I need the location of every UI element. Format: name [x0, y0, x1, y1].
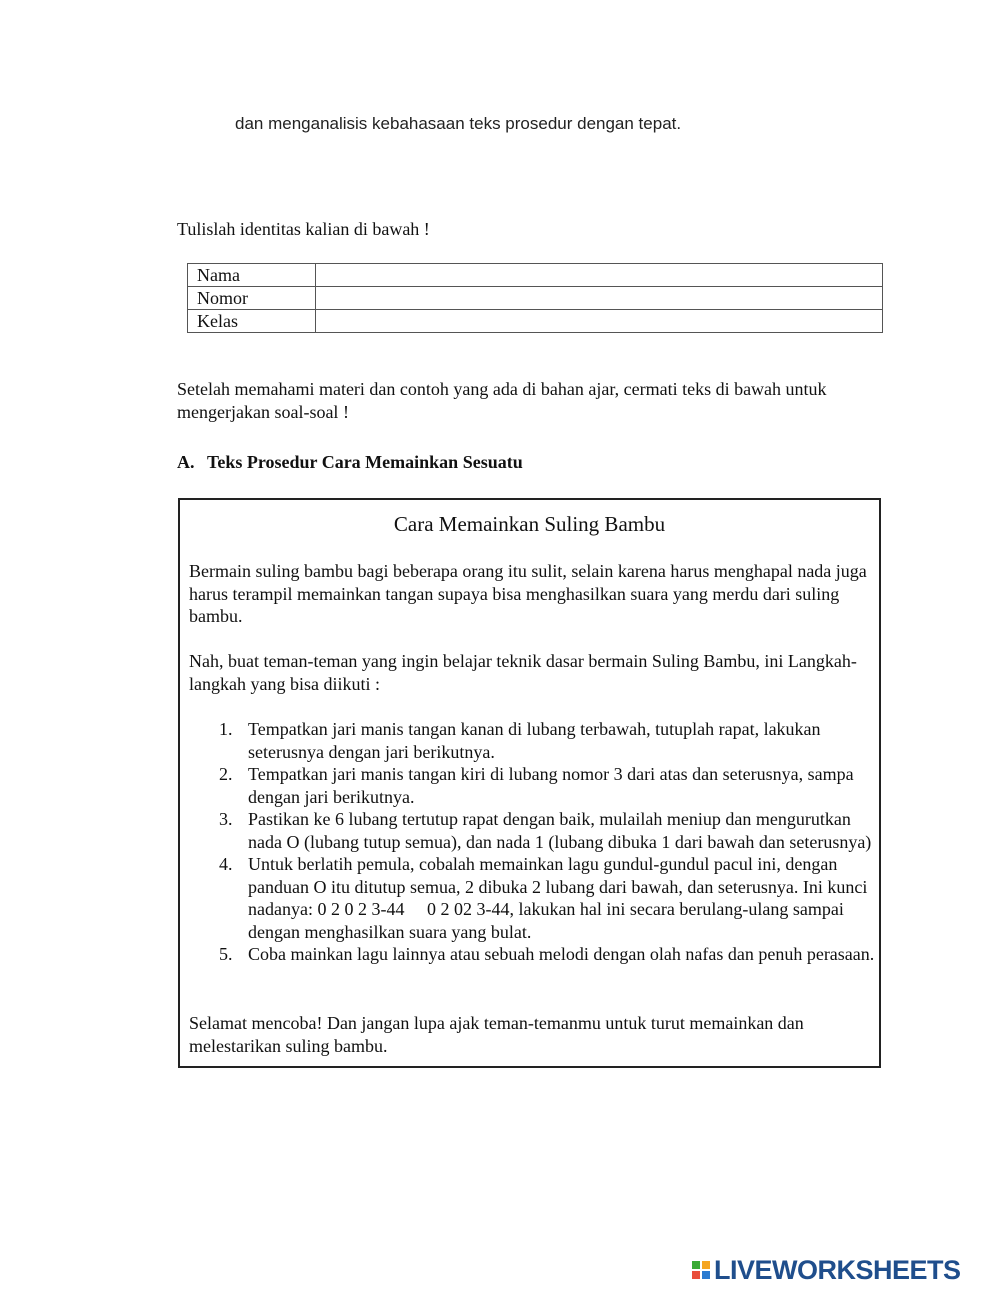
step-number: 3.: [219, 809, 233, 829]
step-text: Tempatkan jari manis tangan kiri di lubang nomor 3 dari atas dan seterusnya, sampa dengan jari berikutnya.: [248, 764, 854, 807]
number-field[interactable]: [316, 287, 883, 310]
step-number: 5.: [219, 944, 233, 964]
identity-table: [187, 263, 883, 333]
table-row: [188, 287, 883, 310]
identity-label: Nomor: [188, 287, 316, 310]
list-item: [189, 718, 879, 763]
step-text: Pastikan ke 6 lubang tertutup rapat dengan baik, mulailah meniup dan mengurutkan nada O (lubang tutup semua), dan nada 1 (lubang dibuka 1 dari bawah dan seterusnya): [248, 809, 872, 852]
identity-instruction: Tulislah identitas kalian di bawah !: [177, 219, 430, 239]
identity-label: Kelas: [188, 310, 316, 333]
step-number: 4.: [219, 854, 233, 874]
logo-mark-icon: [692, 1261, 710, 1279]
list-item: [189, 853, 879, 943]
step-text: Coba mainkan lagu lainnya atau sebuah melodi dengan olah nafas dan penuh perasaan.: [248, 944, 875, 964]
paragraph-intro: Bermain suling bambu bagi beberapa orang itu sulit, selain karena harus menghapal nada juga harus terampil memainkan tangan supaya bisa menghasilkan suara yang merdu dari suling bambu.: [189, 561, 867, 626]
intro-line: dan menganalisis kebahasaan teks prosedur dengan tepat.: [235, 114, 682, 133]
table-row: [188, 310, 883, 333]
list-item: [189, 763, 879, 808]
section-number: A.: [177, 452, 195, 472]
text-title: Cara Memainkan Suling Bambu: [393, 512, 666, 536]
closing-text: Selamat mencoba! Dan jangan lupa ajak teman-temanmu untuk turut memainkan dan melestarikan suling bambu.: [189, 1013, 804, 1056]
paragraph-lead: Nah, buat teman-teman yang ingin belajar teknik dasar bermain Suling Bambu, ini Langkah-langkah yang bisa diikuti :: [189, 651, 857, 694]
section-heading: [177, 452, 523, 473]
name-field[interactable]: [316, 264, 883, 287]
logo-text: LIVEWORKSHEETS: [714, 1254, 961, 1285]
list-item: [189, 808, 879, 853]
table-row: [188, 264, 883, 287]
identity-label: Nama: [188, 264, 316, 287]
reading-instruction: Setelah memahami materi dan contoh yang ada di bahan ajar, cermati teks di bawah untuk mengerjakan soal-soal !: [177, 379, 827, 422]
step-text: Tempatkan jari manis tangan kanan di lubang terbawah, tutuplah rapat, lakukan seterusnya dengan jari berikutnya.: [248, 719, 821, 762]
liveworksheets-logo: [692, 1254, 961, 1286]
procedure-text-box: [178, 498, 881, 1068]
step-number: 2.: [219, 764, 233, 784]
class-field[interactable]: [316, 310, 883, 333]
step-number: 1.: [219, 719, 233, 739]
step-text: Untuk berlatih pemula, cobalah memainkan lagu gundul-gundul pacul ini, dengan panduan O itu ditutup semua, 2 dibuka 2 lubang dari bawah, dan seterusnya. Ini kunci nadanya: 0 2 0 2 3-44 0 2 02 3-44, lakukan hal ini secara berulang-ulang sampai dengan menghasilkan suara yang bulat.: [248, 854, 872, 942]
section-title: Teks Prosedur Cara Memainkan Sesuatu: [207, 452, 523, 472]
list-item: [189, 943, 879, 966]
steps-list: [189, 718, 879, 966]
